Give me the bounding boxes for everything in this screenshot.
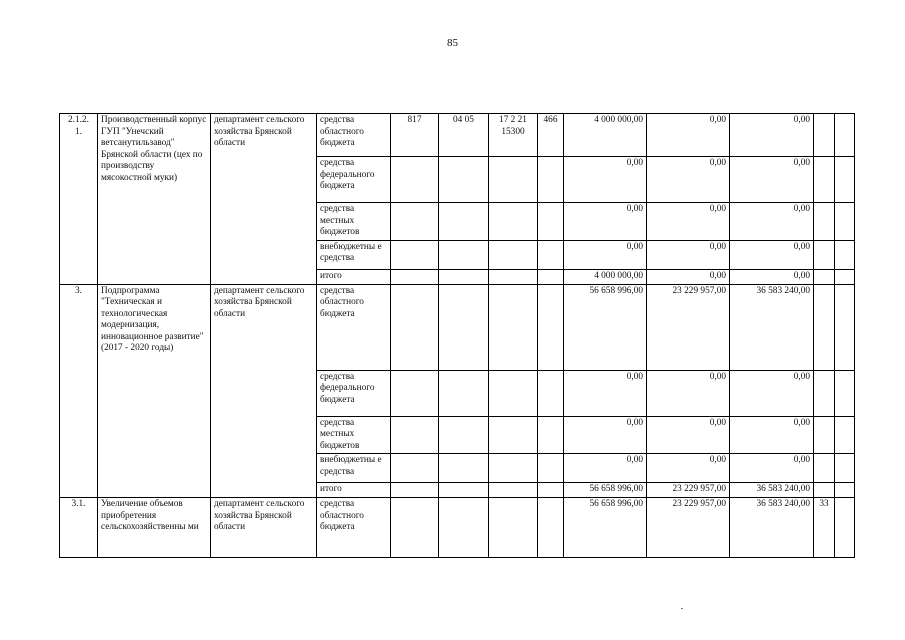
amount-2017: 0,00 (564, 370, 647, 416)
funding-source: итого (317, 269, 391, 284)
amount-2018: 0,00 (647, 416, 730, 454)
vr-code: 466 (538, 114, 564, 157)
table-row (60, 284, 855, 370)
amount-2017: 56 658 996,00 (564, 284, 647, 370)
amount-2018: 23 229 957,00 (647, 483, 730, 498)
row-number: 3. (60, 284, 98, 498)
amount-2018: 0,00 (647, 454, 730, 483)
event-name: Увеличение объемов приобретения сельскохозяйственны ми (98, 498, 211, 558)
amount-2019: 0,00 (730, 269, 814, 284)
amount-2017: 56 658 996,00 (564, 498, 647, 558)
amount-2017: 0,00 (564, 240, 647, 269)
funding-source: внебюджетны е средства (317, 240, 391, 269)
amount-2017: 56 658 996,00 (564, 483, 647, 498)
amount-2017: 0,00 (564, 454, 647, 483)
amount-2019: 0,00 (730, 454, 814, 483)
amount-2018: 0,00 (647, 240, 730, 269)
amount-2017: 0,00 (564, 203, 647, 241)
amount-2017: 4 000 000,00 (564, 114, 647, 157)
extra-cell: 33 (814, 498, 835, 558)
funding-source: внебюджетны е средства (317, 454, 391, 483)
amount-2019: 0,00 (730, 370, 814, 416)
funding-source: средства местных бюджетов (317, 416, 391, 454)
executor: департамент сельского хозяйства Брянской области (211, 114, 317, 285)
amount-2018: 0,00 (647, 203, 730, 241)
amount-2018: 0,00 (647, 370, 730, 416)
amount-2019: 36 583 240,00 (730, 483, 814, 498)
funding-source: итого (317, 483, 391, 498)
funding-source: средства федерального бюджета (317, 370, 391, 416)
amount-2018: 0,00 (647, 114, 730, 157)
extra-cell (835, 114, 855, 157)
extra-cell (814, 114, 835, 157)
amount-2019: 0,00 (730, 157, 814, 203)
rzpr-code: 04 05 (439, 114, 489, 157)
funding-source: средства областного бюджета (317, 284, 391, 370)
row-number: 2.1.2. 1. (60, 114, 98, 285)
amount-2017: 0,00 (564, 416, 647, 454)
event-name: Подпрограмма "Техническая и технологическая модернизация, инновационное развитие" (2017 - 2020 годы) (98, 284, 211, 498)
amount-2018: 23 229 957,00 (647, 284, 730, 370)
row-number: 3.1. (60, 498, 98, 558)
page-number: 85 (447, 37, 458, 49)
amount-2019: 0,00 (730, 240, 814, 269)
amount-2017: 0,00 (564, 157, 647, 203)
amount-2019: 0,00 (730, 203, 814, 241)
amount-2019: 36 583 240,00 (730, 284, 814, 370)
amount-2018: 0,00 (647, 157, 730, 203)
amount-2019: 36 583 240,00 (730, 498, 814, 558)
csr-code: 17 2 21 15300 (489, 114, 538, 157)
executor: департамент сельского хозяйства Брянской области (211, 284, 317, 498)
table-row (60, 498, 855, 558)
event-name: Производственный корпус ГУП "Унечский ветсанутильзавод" Брянской области (цех по производству мясокостной муки) (98, 114, 211, 285)
executor: департамент сельского хозяйства Брянской области (211, 498, 317, 558)
funding-source: средства областного бюджета (317, 498, 391, 558)
funding-source: средства местных бюджетов (317, 203, 391, 241)
amount-2019: 0,00 (730, 416, 814, 454)
amount-2018: 0,00 (647, 269, 730, 284)
funding-source: средства федерального бюджета (317, 157, 391, 203)
funding-source: средства областного бюджета (317, 114, 391, 157)
amount-2017: 4 000 000,00 (564, 269, 647, 284)
amount-2019: 0,00 (730, 114, 814, 157)
grbs-code: 817 (391, 114, 439, 157)
program-financing-table (59, 113, 855, 558)
scan-speck (681, 608, 683, 609)
table-row (60, 114, 855, 157)
amount-2018: 23 229 957,00 (647, 498, 730, 558)
